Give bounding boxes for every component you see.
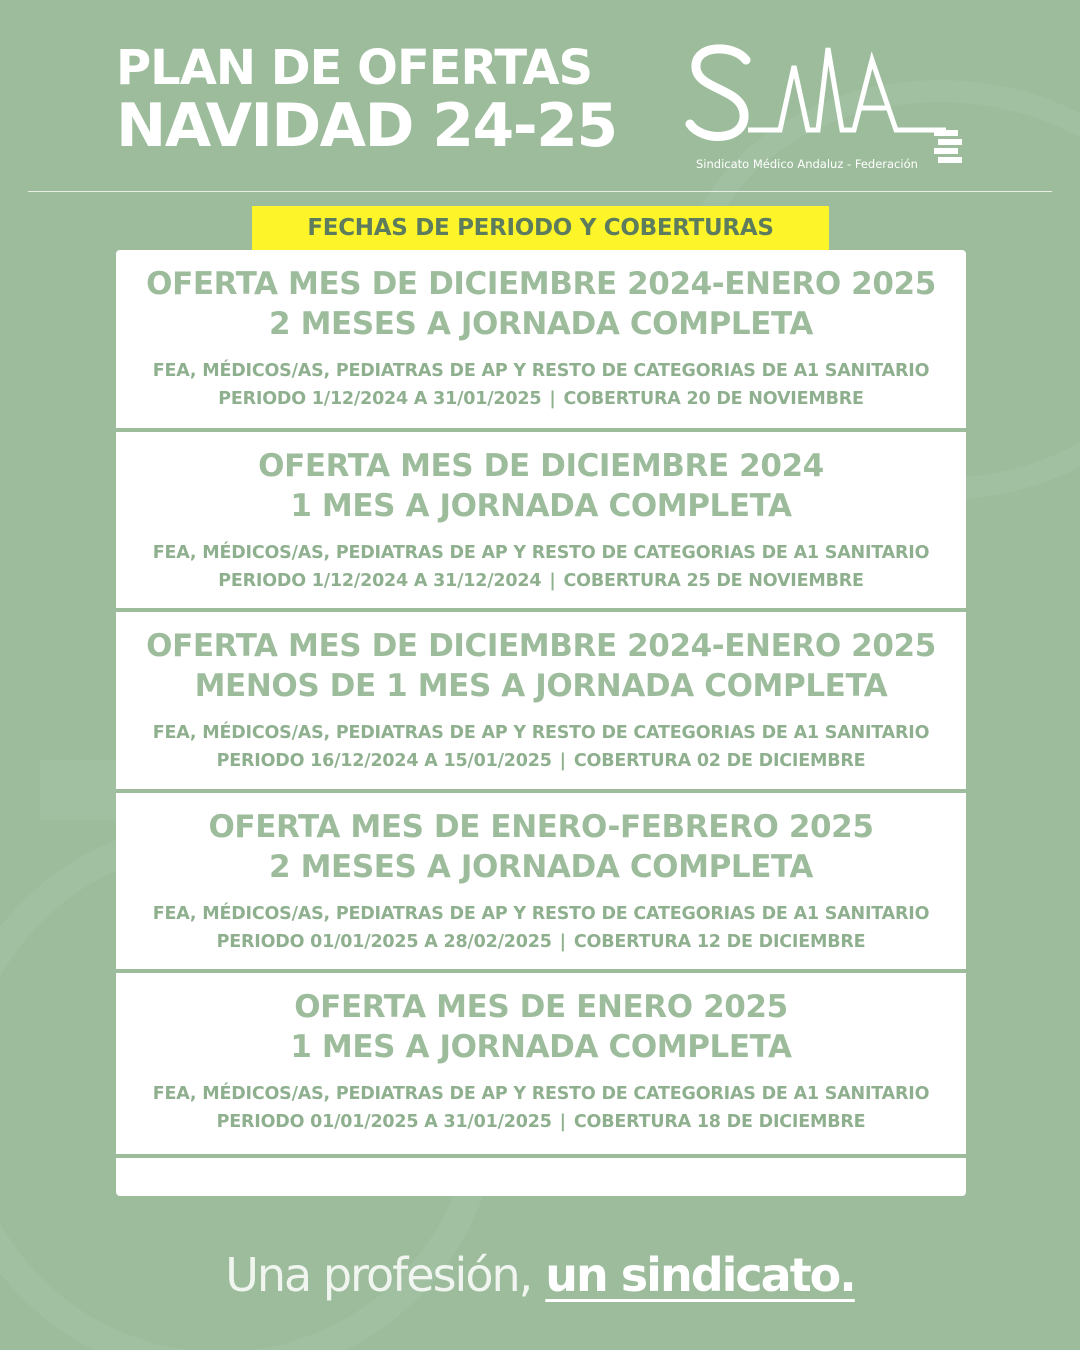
separator: |	[559, 1112, 566, 1132]
offer-dates	[116, 385, 966, 413]
slogan-part-2: un sindicato.	[545, 1248, 855, 1302]
slogan	[0, 1248, 1080, 1302]
offer-title: OFERTA MES DE ENERO 2025	[294, 989, 788, 1025]
offer-dates	[116, 747, 966, 775]
offer-subtitle: 2 MESES A JORNADA COMPLETA	[269, 849, 813, 885]
offer-coverage: COBERTURA 12 DE DICIEMBRE	[573, 932, 866, 952]
offers-panel	[116, 250, 966, 1196]
sma-logo	[684, 38, 964, 172]
title-line-2: NAVIDAD 24-25	[116, 91, 617, 161]
slogan-part-1: Una profesión,	[225, 1248, 532, 1302]
offer-period: PERIODO 1/12/2024 A 31/12/2024	[218, 571, 542, 591]
offer-dates	[116, 1108, 966, 1136]
offer-title: OFERTA MES DE DICIEMBRE 2024-ENERO 2025	[146, 628, 936, 664]
offer-title: OFERTA MES DE DICIEMBRE 2024-ENERO 2025	[146, 266, 936, 302]
offer-subtitle: MENOS DE 1 MES A JORNADA COMPLETA	[194, 668, 888, 704]
offer-period: PERIODO 1/12/2024 A 31/01/2025	[218, 389, 542, 409]
offer-coverage: COBERTURA 25 DE NOVIEMBRE	[563, 571, 864, 591]
offer-period: PERIODO 01/01/2025 A 31/01/2025	[216, 1112, 552, 1132]
offer-card	[116, 793, 966, 973]
offer-period: PERIODO 16/12/2024 A 15/01/2025	[216, 751, 552, 771]
offer-categories: FEA, MÉDICOS/AS, PEDIATRAS DE AP Y RESTO DE CATEGORIAS DE A1 SANITARIO	[152, 1084, 930, 1104]
offer-categories: FEA, MÉDICOS/AS, PEDIATRAS DE AP Y RESTO DE CATEGORIAS DE A1 SANITARIO	[152, 361, 930, 381]
title-line-1: PLAN DE OFERTAS	[116, 40, 593, 96]
section-label: FECHAS DE PERIODO Y COBERTURAS	[252, 206, 829, 250]
offer-card	[116, 612, 966, 793]
offer-subtitle: 2 MESES A JORNADA COMPLETA	[269, 306, 813, 342]
offer-categories: FEA, MÉDICOS/AS, PEDIATRAS DE AP Y RESTO DE CATEGORIAS DE A1 SANITARIO	[152, 543, 930, 563]
offer-card	[116, 250, 966, 432]
offer-dates	[116, 928, 966, 956]
offer-subtitle: 1 MES A JORNADA COMPLETA	[290, 1029, 792, 1065]
separator: |	[549, 571, 556, 591]
offer-title: OFERTA MES DE DICIEMBRE 2024	[258, 448, 824, 484]
separator: |	[559, 932, 566, 952]
background-decoration	[40, 760, 120, 820]
separator: |	[549, 389, 556, 409]
offer-categories: FEA, MÉDICOS/AS, PEDIATRAS DE AP Y RESTO DE CATEGORIAS DE A1 SANITARIO	[152, 904, 930, 924]
offer-card	[116, 432, 966, 612]
offer-coverage: COBERTURA 20 DE NOVIEMBRE	[563, 389, 864, 409]
offer-card	[116, 973, 966, 1158]
page-title	[116, 40, 617, 161]
offer-subtitle: 1 MES A JORNADA COMPLETA	[290, 488, 792, 524]
offer-period: PERIODO 01/01/2025 A 28/02/2025	[216, 932, 552, 952]
offer-title: OFERTA MES DE ENERO-FEBRERO 2025	[208, 809, 874, 845]
separator: |	[559, 751, 566, 771]
logo-subtitle: Sindicato Médico Andaluz - Federación	[696, 157, 918, 171]
header-divider	[28, 191, 1052, 192]
offer-categories: FEA, MÉDICOS/AS, PEDIATRAS DE AP Y RESTO DE CATEGORIAS DE A1 SANITARIO	[152, 723, 930, 743]
offer-dates	[116, 567, 966, 595]
offer-coverage: COBERTURA 18 DE DICIEMBRE	[573, 1112, 866, 1132]
offer-coverage: COBERTURA 02 DE DICIEMBRE	[573, 751, 866, 771]
